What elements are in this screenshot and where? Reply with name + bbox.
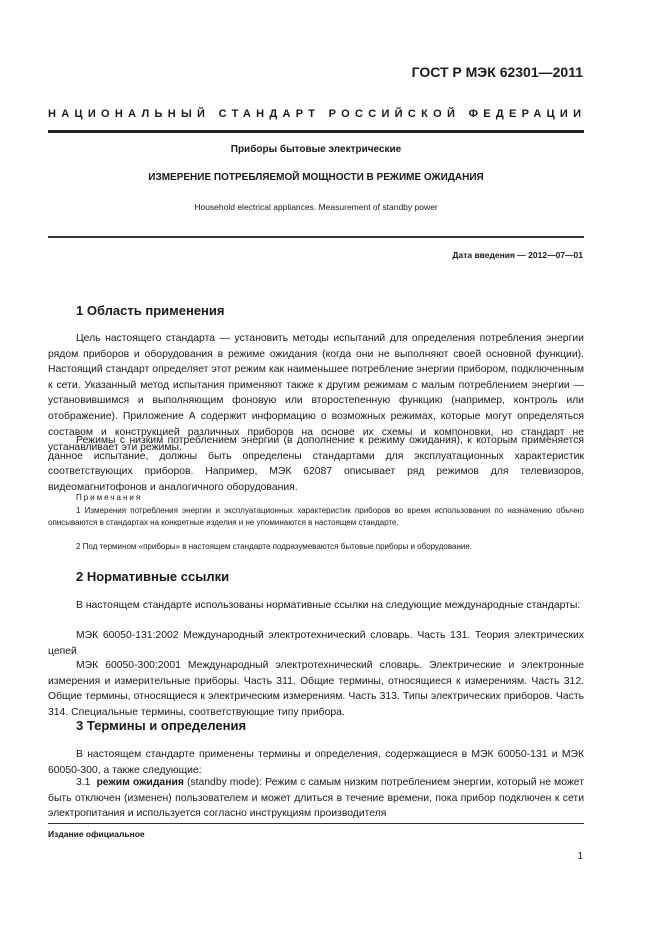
reference-1 [48,628,584,659]
section-2-heading: 2 Нормативные ссылки [76,569,230,584]
definition-text: (standby mode): Режим с самым низким потреблением энергии, который не может быть отключен (изменен) пользователем и может длиться в течение времени, пока прибор подключен к сети электропитания и используется согласно инструкциям производителя [48,777,584,820]
note-1-text: 1 Измерения потребления энергии и эксплуатационных характеристик приборов во время использования по назначению обычно описываются в стандартах на конкретные изделия и не упоминаются в настоящем стандарте. [48,506,584,528]
section-1-paragraph-2-text: Режимы с низким потреблением энергии (в дополнение к режиму ожидания), к которым применяется данное испытание, должны быть определены стандартами для эксплуатационных характеристик соответствующих приборов. Например, МЭК 62087 описывает ряд режимов для телевизоров, видеомагнитофонов и аналогичного оборудования. [48,435,584,493]
definition-term: режим ожидания [96,777,184,788]
section-1-paragraph-1-text: Цель настоящего стандарта — установить методы испытаний для определения потребления энергии рядом приборов и оборудования в режиме ожидания (когда они не выполняют своей основной функции). Настоящий стандарт определяет этот режим как наименьшее потребление энергии прибором, подключенным к сети. Указанный метод испытания применяют также к другим режимам с малым потреблением энергии — установившимся и выполняющим фоновую или второстепенную функцию (например, контроль или отображение). Приложение А содержит информацию о возможных режимах, которые могут определяться составом и конструкцией различных приборов на основе их схемы и компоновки, но стандарт не устанавливает эти режимы. [48,333,584,454]
notes-heading: Примечания [76,493,143,502]
section-3-paragraph-1 [48,747,584,778]
reference-1-text: МЭК 60050-131:2002 Международный электротехнический словарь. Часть 131. Теория электрических цепей [48,630,584,657]
section-2-paragraph-1 [48,598,584,614]
section-1-paragraph-2 [48,433,584,495]
national-standard-banner: НАЦИОНАЛЬНЫЙ СТАНДАРТ РОССИЙСКОЙ ФЕДЕРАЦИИ [48,108,587,120]
section-2-paragraph-1-text: В настоящем стандарте использованы нормативные ссылки на следующие международные стандарты: [76,600,581,611]
intro-date: Дата введения — 2012—07—01 [452,250,583,260]
section-3-heading: 3 Термины и определения [76,718,247,733]
section-1-heading: 1 Область применения [76,303,225,318]
main-title: ИЗМЕРЕНИЕ ПОТРЕБЛЯЕМОЙ МОЩНОСТИ В РЕЖИМЕ ОЖИДАНИЯ [148,172,484,183]
header-rule [48,130,584,133]
document-number: ГОСТ Р МЭК 62301—2011 [411,64,583,80]
definition-number: 3.1 [76,777,91,788]
note-2-text: 2 Под термином «приборы» в настоящем стандарте подразумеваются бытовые приборы и оборудование. [76,542,473,551]
page-number: 1 [577,851,583,862]
footer-rule [48,823,584,824]
reference-2 [48,658,584,720]
edition-label: Издание официальное [48,829,145,839]
subject-title: Приборы бытовые электрические [230,144,402,155]
reference-2-text: МЭК 60050-300:2001 Международный электротехнический словарь. Электрические и электронные измерения и измерительные приборы. Часть 311. Общие термины, относящиеся к измерениям. Часть 312. Общие термины, относящиеся к электрическим измерениям. Часть 313. Типы электрических приборов. Часть 314. Специальные термины, соответствующие типу прибора. [48,660,584,718]
english-title: Household electrical appliances. Measurement of standby power [194,202,438,212]
note-2 [48,541,584,553]
note-1 [48,505,584,530]
definition-3-1 [48,775,584,822]
title-rule [48,236,584,238]
section-3-paragraph-1-text: В настоящем стандарте применены термины и определения, содержащиеся в МЭК 60050-131 и МЭК 60050-300, а также следующие: [48,749,584,776]
